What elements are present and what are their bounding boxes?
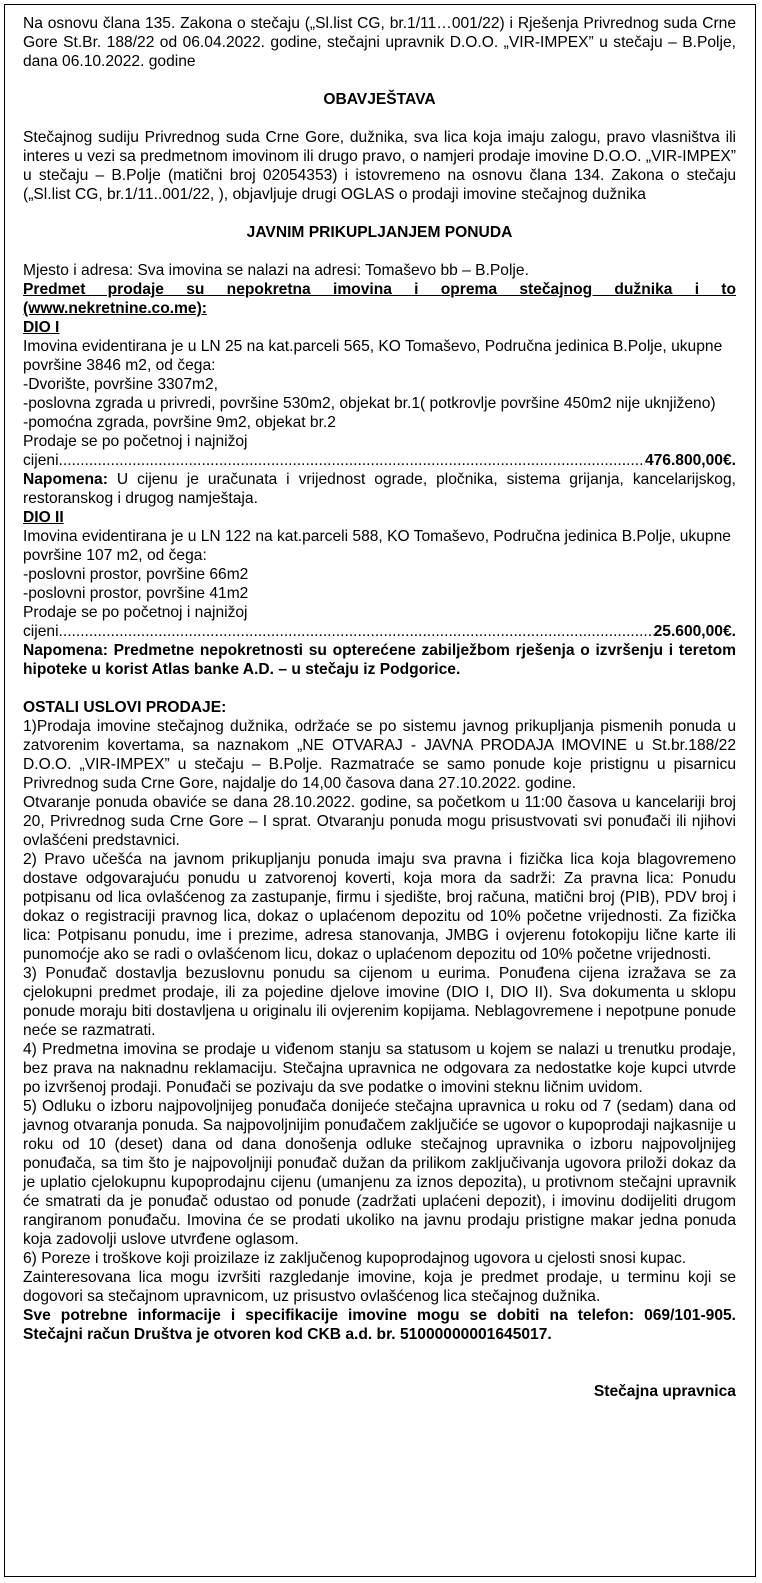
- dio1-line: Prodaje se po početnoj i najnižoj: [23, 433, 248, 450]
- condition-item: Otvaranje ponuda obaviće se dana 28.10.2022. godine, sa početkom u 11:00 časova u kancelariji broj 20, Privrednog suda Crne Gore – I sprat. Otvaranju ponuda mogu prisustvovati svi ponuđači ili njihovi ovlašćeni predstavnici.: [23, 794, 736, 849]
- dio2-line: -poslovni prostor, površine 41m2: [23, 585, 249, 602]
- dio1-price-line: [23, 451, 736, 470]
- location-line: Mjesto i adresa: Sva imovina se nalazi na adresi: Tomaševo bb – B.Polje.: [23, 262, 529, 279]
- signature: Stečajna upravnica: [593, 1383, 736, 1400]
- dio1-note: [23, 470, 736, 508]
- dio1-line: -poslovna zgrada u privredi, površine 530m2, objekat br.1( potkrovlje površine 450m2 nije uknjiženo): [23, 395, 716, 412]
- dio2-title: DIO II: [23, 509, 64, 526]
- condition-item: 1)Prodaja imovine stečajnog dužnika, održaće se po sistemu javnog prikupljanja pismenih ponuda u zatvorenim kovertama, sa naznakom „NE OTVARAJ - JAVNA PRODAJA IMOVINE u St.br.188/22 D.O.O. „VIR-IMPEX” u stečaju – B.Polje. Razmatraće se samo ponude koje pristignu u pisarnicu Privrednog suda Crne Gore, najdalje do 14,00 časova dana 27.10.2022. godine.: [23, 718, 736, 792]
- intro-paragraph: Na osnovu člana 135. Zakona o stečaju („Sl.list CG, br.1/11…001/22) i Rješenja Privrednog suda Crne Gore St.Br. 188/22 od 06.04.2022. godine, stečajni upravnik D.O.O. „VIR-IMPEX” u stečaju – B.Polje, dana 06.10.2022. godine: [23, 15, 736, 70]
- subject-line: Predmet prodaje su nepokretna imovina i oprema stečajnog dužnika i to (www.nekretnine.co.me):: [23, 281, 736, 317]
- condition-item: 4) Predmetna imovina se prodaje u viđenom stanju sa statusom u kojem se nalazi u trenutku prodaje, bez prava na naknadnu reklamaciju. Stečajna upravnica ne odgovara za nedostatke koje kupci utvrde po izvršenoj prodaji. Ponuđači se pozivaju da sve podatke o imovini steknu ličnim uvidom.: [23, 1041, 736, 1096]
- heading-public-bids: JAVNIM PRIKUPLJANJEM PONUDA: [246, 224, 513, 241]
- dio1-title: DIO I: [23, 319, 60, 336]
- dio1-line: -pomoćna zgrada, površine 9m2, objekat br.2: [23, 414, 336, 431]
- notice-body: Stečajnog sudiju Privrednog suda Crne Gore, dužnika, sva lica koja imaju zalogu, pravo vlasništva ili interes u vezi sa predmetnom imovinom ili drugo pravo, o namjeri prodaje imovine D.O.O. „VIR-IMPEX” u stečaju – B.Polje (matični broj 02054353) i istovremeno na osnovu člana 134. Zakona o stečaju („Sl.list CG, br.1/11..001/22, ), objavljuje drugi OGLAS o prodaji imovine stečajnog dužnika: [23, 129, 736, 203]
- dio2-line: Prodaje se po početnoj i najnižoj: [23, 604, 248, 621]
- condition-item: 6) Poreze i troškove koji proizilaze iz zaključenog kupoprodajnog ugovora u cjelosti snosi kupac.: [23, 1250, 687, 1267]
- condition-item: 3) Ponuđač dostavlja bezuslovnu ponudu sa cijenom u eurima. Ponuđena cijena izražava se za cjelokupni predmet prodaje, ili za pojedine djelove imovine (DIO I, DIO II). Sva dokumenta u sklopu ponude moraju biti dostavljena u originalu ili ovjerenim kopijama. Neblagovremene i nepotpune ponude neće se razmatrati.: [23, 965, 736, 1039]
- dio1-price-label: cijeni: [23, 452, 59, 469]
- dio2-price-label: cijeni: [23, 623, 59, 640]
- condition-item: 5) Odluku o izboru najpovoljnijeg ponuđača donijeće stečajna upravnica u roku od 7 (sedam) dana od javnog otvaranja ponuda. Sa najpovoljnijim ponuđačem zaključiće se ugovor o kupoprodaji najkasnije u roku od 10 (deset) dana od dana donošenja odluke stečajnog upravnika o izboru najpovoljnijeg ponuđača, sa tim što je najpovoljniji ponuđač dužan da prilikom zaključivanja ugovora priloži dokaz da je uplatio cjelokupnu kupoprodajnu cijenu (umanjenu za iznos depozita), u protivnom stečajni upravnik će smatrati da je ponuđač odustao od ponude (zadržati uplaćeni depozit), i imovinu dodijeliti drugom rangiranom ponuđaču. Imovina će se prodati ukoliko na javnu prodaju pristigne makar jedna ponuda koja zadovolji uslove utvrđene oglasom.: [23, 1098, 736, 1248]
- dio2-price: 25.600,00€.: [653, 623, 736, 640]
- dio1-line: Imovina evidentirana je u LN 25 na kat.parceli 565, KO Tomaševo, Područna jedinica B.Polje, ukupne površine 3846 m2, od čega:: [23, 338, 723, 374]
- dio1-line: -Dvorište, površine 3307m2,: [23, 376, 219, 393]
- dio2-note: Napomena: Predmetne nepokretnosti su opterećene zabilježbom rješenja o izvršenju i teretom hipoteke u korist Atlas banke A.D. – u stečaju iz Podgorice.: [23, 642, 736, 678]
- dio2-line: Imovina evidentirana je u LN 122 na kat.parceli 588, KO Tomaševo, Područna jedinica B.Polje, ukupne površine 107 m2, od čega:: [23, 528, 731, 564]
- condition-item: Zainteresovana lica mogu izvršiti razgledanje imovine, koja je predmet prodaje, u terminu koji se dogovori sa stečajnom upravnicom, uz prisustvo ovlašćenog lica stečajnog dužnika.: [23, 1269, 736, 1305]
- dot-leader: [59, 622, 654, 641]
- dio2-price-line: [23, 622, 736, 641]
- dio1-price: 476.800,00€.: [644, 452, 736, 469]
- condition-item: 2) Pravo učešća na javnom prikupljanju ponuda imaju sva pravna i fizička lica koja blagovremeno dostave odgovarajuću ponudu u zatvorenoj koverti, koja mora da sadrži: Za pravna lica: Ponudu potpisanu od lica ovlašćenog za zastupanje, firmu i sjedište, broj računa, matični broj (PIB), PDV broj i dokaz o registraciji pravnog lica, dokaz o uplaćenom depozitu od 10% početne vrijednosti. Za fizička lica: Potpisanu ponudu, ime i prezime, adresa stanovanja, JMBG i ovjerenu fotokopiju lične karte ili punomoćje ako se radi o ovlašćenom licu, dokaz o uplaćenom depozitu od 10% početne vrijednosti.: [23, 851, 736, 963]
- closing-info: Sve potrebne informacije i specifikacije imovine mogu se dobiti na telefon: 069/101-905. Stečajni račun Društva je otvoren kod CKB a.d. br. 51000000001645017.: [23, 1307, 736, 1343]
- dio2-line: -poslovni prostor, površine 66m2: [23, 566, 249, 583]
- heading-obavjestava: OBAVJEŠTAVA: [323, 91, 436, 108]
- dio1-note-label: Napomena:: [23, 471, 108, 488]
- dot-leader: [59, 451, 645, 470]
- conditions-heading: OSTALI USLOVI PRODAJE:: [23, 699, 227, 716]
- dio1-note-text: U cijenu je uračunata i vrijednost ograde, pločnika, sistema grijanja, kancelarijskog, restoranskog i drugog namještaja.: [23, 471, 736, 507]
- notice-page: [4, 4, 756, 1577]
